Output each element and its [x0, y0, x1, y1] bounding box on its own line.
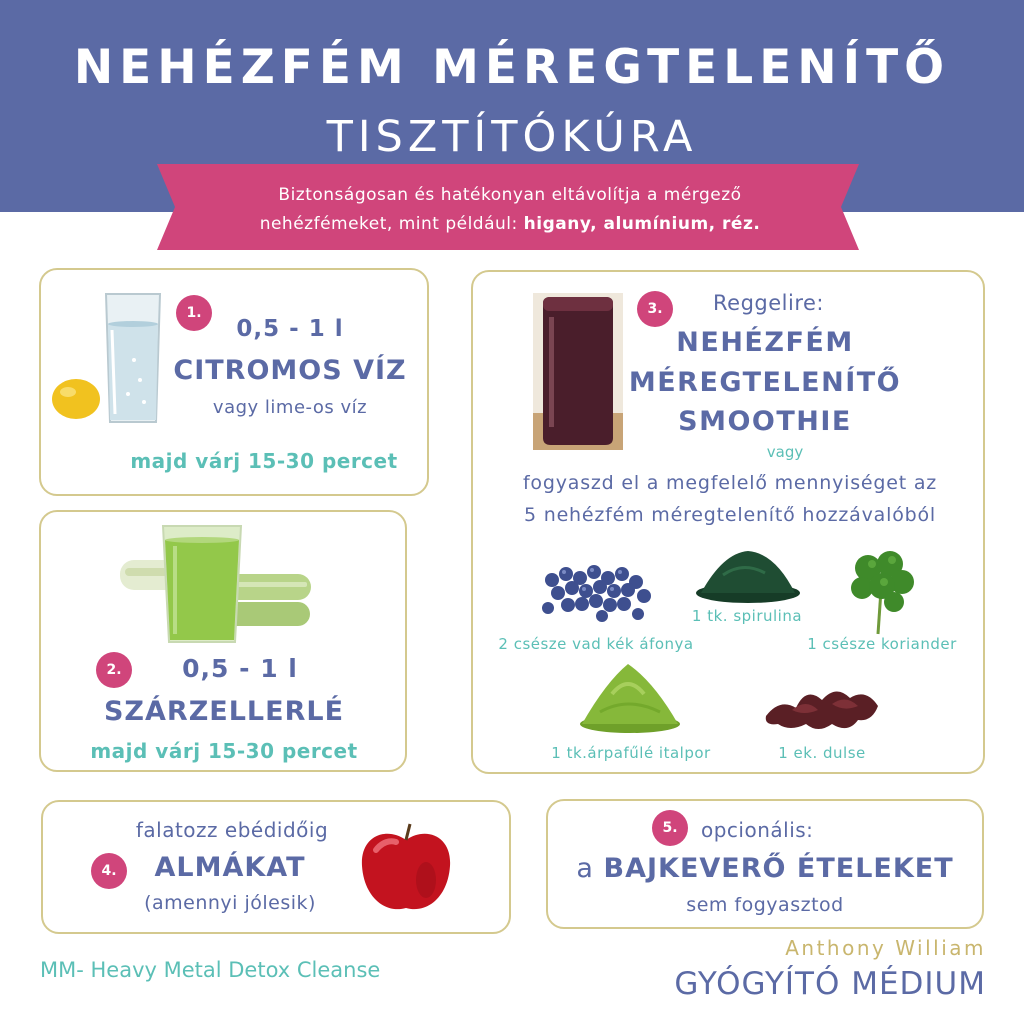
- page-title: NEHÉZFÉM MÉREGTELENÍTŐ: [73, 40, 951, 95]
- step2-amount: 0,5 - 1 l: [182, 654, 298, 683]
- dulse-label: 1 ek. dulse: [778, 744, 866, 762]
- barley-grass-powder-icon: [578, 660, 683, 735]
- ribbon-line2-prefix: nehézfémeket, mint például:: [259, 214, 518, 234]
- step3-intro: Reggelire:: [713, 291, 824, 315]
- step2-name: SZÁRZELLERLÉ: [103, 696, 345, 727]
- dulse-icon: [762, 680, 882, 735]
- blueberry-label: 2 csésze vad kék áfonya: [498, 635, 694, 653]
- step3-or: vagy: [766, 443, 804, 461]
- step3-desc-line2: 5 nehézfém méregtelenítő hozzávalóból: [524, 504, 936, 526]
- step4-badge: 4.: [91, 853, 127, 889]
- lemon-water-glass-icon: [48, 290, 168, 428]
- step1-alt: vagy lime-os víz: [212, 397, 368, 418]
- step1-badge: 1.: [176, 295, 212, 331]
- smoothie-jar-icon: [533, 293, 623, 450]
- step3-name-line3: SMOOTHIE: [678, 406, 852, 437]
- ribbon-line2: [170, 210, 850, 239]
- step3-name-line2: MÉREGTELENÍTŐ: [628, 367, 902, 398]
- step3-desc-line1: fogyaszd el a megfelelő mennyiséget az: [522, 472, 938, 494]
- apple-icon: [356, 820, 456, 916]
- celery-juice-icon: [115, 522, 315, 647]
- step2-wait: majd várj 15-30 percet: [90, 739, 358, 763]
- step3-badge: 3.: [637, 291, 673, 327]
- ribbon-line1: Biztonságosan és hatékonyan eltávolítja a mérgező: [278, 185, 742, 205]
- step5-intro: opcionális:: [701, 818, 814, 842]
- step5-line: [548, 853, 982, 884]
- step5-badge: 5.: [652, 810, 688, 846]
- cilantro-label: 1 csésze koriander: [807, 635, 957, 653]
- spirulina-icon: [693, 545, 803, 605]
- ribbon-metals: higany, alumínium, réz.: [523, 214, 761, 234]
- cilantro-icon: [848, 550, 918, 635]
- step5-note: sem fogyasztod: [686, 894, 844, 916]
- blueberry-icon: [538, 560, 658, 630]
- footer-author: Anthony William: [785, 936, 986, 960]
- barley-label: 1 tk.árpafűlé italpor: [551, 744, 711, 762]
- step4-intro: falatozz ebédidőig: [135, 818, 329, 842]
- step2-badge: 2.: [96, 652, 132, 688]
- step1-amount: 0,5 - 1 l: [236, 316, 344, 342]
- step3-name-line1: NEHÉZFÉM: [676, 327, 854, 358]
- spirulina-label: 1 tk. spirulina: [691, 607, 803, 625]
- ribbon-text: [170, 181, 850, 239]
- step4-name: ALMÁKAT: [154, 852, 306, 883]
- step5-name: BAJKEVERŐ ÉTELEKET: [603, 853, 954, 884]
- footer-left: MM- Heavy Metal Detox Cleanse: [40, 958, 381, 982]
- page-subtitle: TISZTÍTÓKÚRA: [326, 112, 698, 162]
- step5-prefix: a: [576, 853, 594, 884]
- step4-note: (amennyi jólesik): [144, 892, 316, 914]
- footer-brand: GYÓGYÍTÓ MÉDIUM: [674, 966, 986, 1002]
- step1-wait: majd várj 15-30 percet: [130, 449, 398, 473]
- step1-name: CITROMOS VÍZ: [173, 355, 407, 386]
